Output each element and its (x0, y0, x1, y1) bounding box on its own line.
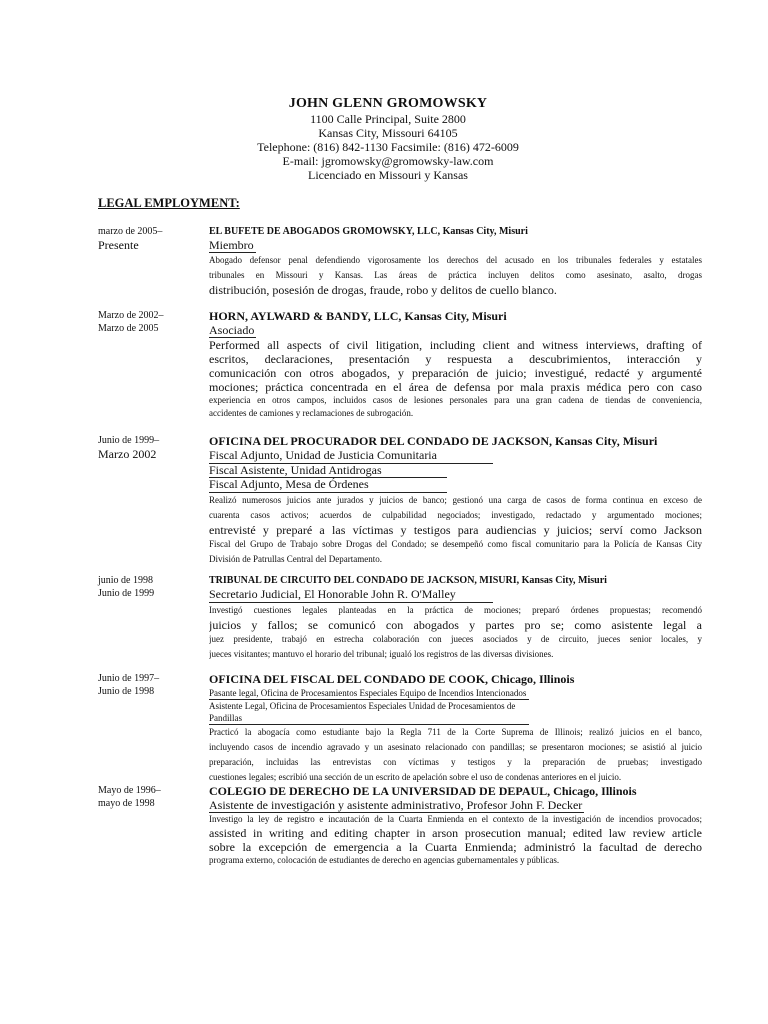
description-line: experiencia en otros campos, incluidos casos de lesiones personales para una gran cadena de tiendas de conveniencia, (209, 394, 702, 405)
job-title: Pasante legal, Oficina de Procesamientos Especiales Equipo de Incendios Intencionados (209, 687, 702, 700)
date-end: Junio de 1998 (98, 686, 155, 697)
entry-dates (98, 672, 208, 698)
job-title: Miembro (209, 238, 254, 252)
description-line: preparación, incluidas las entrevistas con víctimas y testigos y la preparación de pruebas; investigado (209, 757, 702, 767)
description-line: assisted in writing and editing chapter in arson prosecution manual; edited law review article (209, 825, 702, 840)
employer-name: TRIBUNAL DE CIRCUITO DEL CONDADO DE JACKSON, MISURI, Kansas City, Misuri (209, 575, 607, 586)
job-title: Fiscal Adjunto, Unidad de Justicia Comunitaria (209, 449, 702, 464)
resume-header (0, 96, 768, 182)
job-title: Asistente Legal, Oficina de Procesamientos Especiales Unidad de Procesamientos de Pandillas (209, 700, 702, 725)
date-end: Junio de 1999 (98, 588, 155, 599)
date-end: Marzo de 2005 (98, 323, 159, 334)
entry-body (209, 434, 702, 567)
description-line: accidentes de camiones y reclamaciones de subrogación. (209, 407, 414, 418)
entry-dates (98, 784, 208, 810)
employer-name: COLEGIO DE DERECHO DE LA UNIVERSIDAD DE DEPAUL, Chicago, Illinois (209, 784, 637, 798)
date-end: mayo de 1998 (98, 798, 155, 809)
job-title: Fiscal Adjunto, Mesa de Órdenes (209, 478, 702, 493)
entry-dates (98, 574, 208, 600)
description-line: cuarenta casos activos; acuerdos de culpabilidad negociados; investigado, redactado y argumentado mociones; (209, 509, 702, 520)
date-start: Marzo de 2002– (98, 310, 164, 321)
description-line: mociones; práctica concentrada en el área de defensa por mala praxis médica pero con caso (209, 379, 702, 394)
date-end: Marzo 2002 (98, 447, 157, 461)
description-line: entrevisté y preparé a las víctimas y testigos para audiencias y juicios; serví como Jackson (209, 522, 702, 537)
entry-body (209, 672, 702, 785)
date-start: Junio de 1999– (98, 435, 160, 446)
date-start: Mayo de 1996– (98, 785, 161, 796)
job-title: Fiscal Asistente, Unidad Antidrogas (209, 464, 702, 479)
entry-body (209, 574, 702, 662)
entry-dates (98, 225, 208, 252)
employer-name: OFICINA DEL FISCAL DEL CONDADO DE COOK, Chicago, Illinois (209, 672, 575, 686)
date-end: Presente (98, 238, 139, 252)
description-line: distribución, posesión de drogas, fraude, robo y delitos de cuello blanco. (209, 282, 557, 297)
description-line: División de Patrullas Central del Departamento. (209, 553, 382, 564)
description-line: comunicación con otros abogados, y preparación de juicio; investigué, redacté y argumenté (209, 365, 702, 380)
date-start: Junio de 1997– (98, 673, 160, 684)
email-line: E-mail: jgromowsky@gromowsky-law.com (282, 154, 494, 168)
description-line: cuestiones legales; escribió una sección de un escrito de apelación sobre el uso de condenas anteriores en el juicio. (209, 772, 622, 782)
entry-dates (98, 309, 208, 335)
description-line: Fiscal del Grupo de Trabajo sobre Drogas del Condado; se desempeñó como fiscal comunitario para la Policía de Kansas City (209, 538, 702, 549)
entry-dates (98, 434, 208, 461)
description-line: Practicó la abogacía como estudiante bajo la Regla 711 de la Corte Suprema de Illinois; realizó juicios en el banco, (209, 727, 702, 737)
description-line: incluyendo casos de incendio agravado y un asesinato relacionado con pandillas; se presentaron mociones; se asistió al juicio (209, 742, 702, 752)
description-line: sobre la excepción de emergencia a la Cuarta Enmienda; administró la facultad de derecho (209, 839, 702, 854)
employer-name: HORN, AYLWARD & BANDY, LLC, Kansas City, Misuri (209, 309, 507, 323)
address-line-2: Kansas City, Missouri 64105 (318, 126, 458, 140)
description-line: Abogado defensor penal defendiendo vigorosamente los derechos del acusado en los tribunales federales y estatales (209, 254, 702, 265)
description-line: Performed all aspects of civil litigation, including client and witness interviews, drafting of (209, 337, 702, 352)
job-title: Asistente de investigación y asistente administrativo, Profesor John F. Decker (209, 798, 583, 812)
job-title: Asociado (209, 323, 255, 337)
address-line-1: 1100 Calle Principal, Suite 2800 (310, 112, 466, 126)
job-title: Secretario Judicial, El Honorable John R. O'Malley (209, 588, 702, 603)
phone-line: Telephone: (816) 842-1130 Facsimile: (816) 472-6009 (257, 140, 519, 154)
license-line: Licenciado en Missouri y Kansas (308, 168, 468, 182)
description-line: tribunales en Missouri y Kansas. Las áreas de práctica incluyen delitos como asesinato, asalto, drogas (209, 269, 702, 280)
description-line: juez presidente, trabajó en estrecha colaboración con jueces asociados y de circuito, jueces senior locales, y (209, 633, 702, 644)
entry-body (209, 309, 702, 420)
description-line: escritos, declaraciones, presentación y respuesta a descubrimientos, interacción y (209, 351, 702, 366)
date-start: junio de 1998 (98, 575, 153, 586)
description-line: Investigo la ley de registro e incautación de la Cuarta Enmienda en el contexto de la investigación de incendios provocados; (209, 813, 702, 824)
entry-body (209, 225, 702, 297)
description-line: jueces visitantes; mantuvo el horario del tribunal; igualó los registros de las diversas divisiones. (209, 648, 554, 659)
description-line: programa externo, colocación de estudiantes de derecho en agencias gubernamentales y públicas. (209, 854, 560, 865)
section-title-legal-employment: LEGAL EMPLOYMENT: (98, 196, 240, 210)
employer-name: OFICINA DEL PROCURADOR DEL CONDADO DE JACKSON, Kansas City, Misuri (209, 434, 658, 448)
employer-name: EL BUFETE DE ABOGADOS GROMOWSKY, LLC, Kansas City, Misuri (209, 226, 528, 237)
candidate-name: JOHN GLENN GROMOWSKY (288, 96, 488, 111)
entry-body (209, 784, 702, 867)
description-line: Realizó numerosos juicios ante jurados y juicios de banco; gestionó una carga de casos de forma continua en exceso de (209, 494, 702, 505)
date-start: marzo de 2005– (98, 226, 163, 237)
description-line: Investigó cuestiones legales planteadas en la práctica de mociones; preparó órdenes propuestas; recomendó (209, 604, 702, 615)
description-line: juicios y fallos; se comunicó con abogados y partes pro se; como asistente legal a (209, 617, 702, 632)
